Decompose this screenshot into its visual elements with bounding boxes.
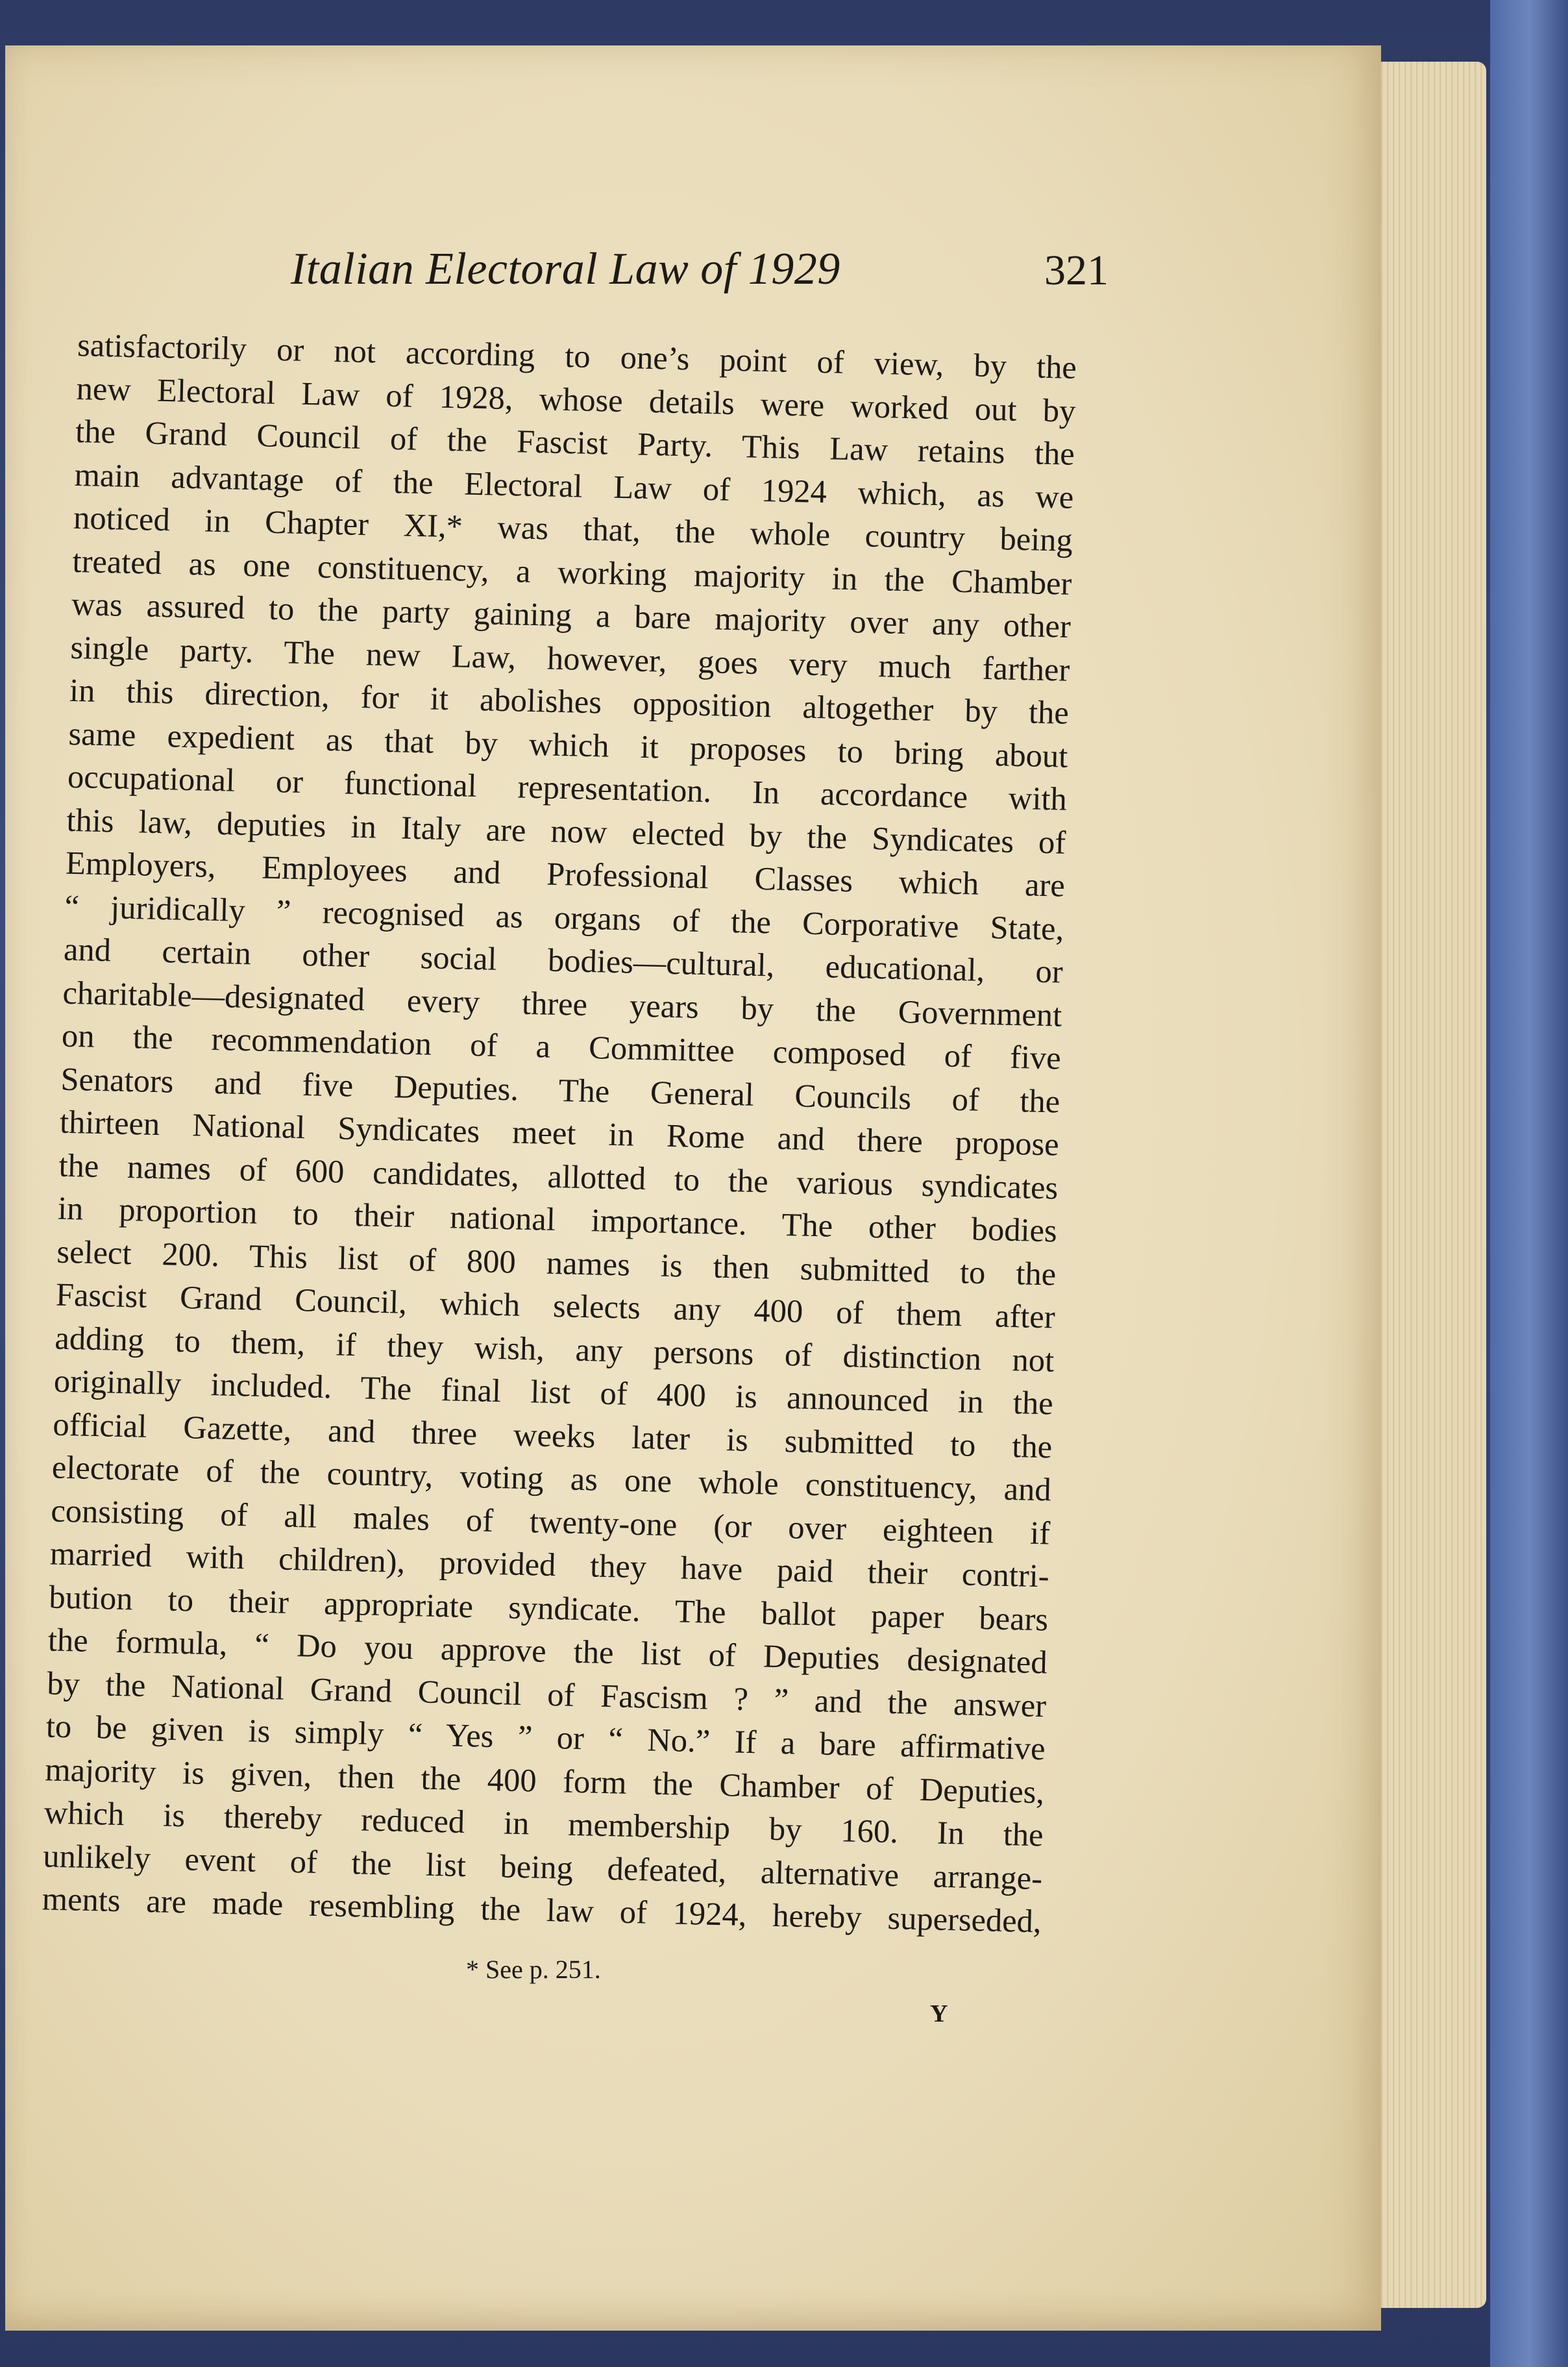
text-line: unlikely event of the list being defeated, alternative arrange- [42, 1837, 1043, 1896]
running-title: Italian Electoral Law of 1929 [291, 244, 840, 294]
text-line: Fascist Grand Council, which selects any 400 of them after [55, 1276, 1056, 1335]
text-line: adding to them, if they wish, any persons of distinction not [54, 1319, 1055, 1379]
text-line: married with children), provided they have paid their contri- [49, 1535, 1050, 1594]
text-line: main advantage of the Electoral Law of 1924 which, as we [74, 456, 1074, 515]
text-line: the formula, “ Do you approve the list of Deputies designated [47, 1621, 1048, 1681]
text-line: to be given is simply “ Yes ” or “ No.” If a bare affirmative [45, 1707, 1046, 1767]
text-line: same expedient as that by which it proposes to bring about [68, 715, 1068, 775]
text-line: Employers, Employees and Professional Classes which are [65, 844, 1066, 904]
text-line: consisting of all males of twenty-one (or over eighteen if [50, 1492, 1051, 1551]
body-text [42, 323, 1077, 1943]
text-line: this law, deputies in Italy are now elected by the Syndicates of [66, 801, 1066, 861]
text-line: which is thereby reduced in membership by 160. In the [43, 1794, 1044, 1853]
text-line: in proportion to their national importance. The other bodies [57, 1189, 1058, 1249]
text-line: was assured to the party gaining a bare majority over any other [71, 585, 1072, 645]
text-line: the names of 600 candidates, allotted to the various syndicates [58, 1146, 1059, 1206]
text-line: occupational or functional representation. In accordance with [67, 758, 1068, 817]
book-page [5, 45, 1381, 2331]
text-line: official Gazette, and three weeks later is submitted to the [52, 1406, 1053, 1465]
text-line: thirteen National Syndicates meet in Rome and there propose [59, 1103, 1060, 1163]
text-line: on the recommendation of a Committee composed of five [61, 1017, 1062, 1076]
text-line: treated as one constituency, a working majority in the Chamber [72, 542, 1072, 602]
text-line: Senators and five Deputies. The General Councils of the [60, 1060, 1060, 1120]
text-line: “ juridically ” recognised as organs of the Corporative State, [64, 887, 1064, 947]
page-number: 321 [1044, 247, 1109, 294]
text-line: the Grand Council of the Fascist Party. This Law retains the [75, 412, 1075, 472]
text-line: satisfactorily or not according to one’s point of view, by the [77, 326, 1077, 386]
text-line: bution to their appropriate syndicate. The ballot paper bears [48, 1578, 1049, 1637]
text-line: select 200. This list of 800 names is then submitted to the [56, 1233, 1057, 1293]
page-header [291, 243, 1109, 302]
text-line: electorate of the country, voting as one whole constituency, and [51, 1448, 1052, 1508]
text-line: and certain other social bodies—cultural, educational, or [63, 930, 1064, 990]
text-line: single party. The new Law, however, goes very much farther [70, 628, 1070, 688]
text-line: originally included. The final list of 400 is announced in the [53, 1362, 1054, 1422]
text-line: new Electoral Law of 1928, whose details were worked out by [76, 369, 1076, 429]
text-line: by the National Grand Council of Fascism ? ” and the answer [46, 1664, 1047, 1724]
text-line: ments are made resembling the law of 1924, hereby superseded, [42, 1880, 1042, 1940]
signature-mark: Y [930, 2000, 948, 2027]
footnote: * See p. 251. [466, 1955, 601, 1984]
text-line: in this direction, for it abolishes opposition altogether by the [69, 671, 1070, 731]
cover-spine-edge [1490, 0, 1568, 2367]
text-line: charitable—designated every three years by the Government [62, 974, 1062, 1034]
text-line: majority is given, then the 400 form the Chamber of Deputies, [44, 1750, 1045, 1810]
text-line: noticed in Chapter XI,* was that, the whole country being [73, 499, 1073, 558]
